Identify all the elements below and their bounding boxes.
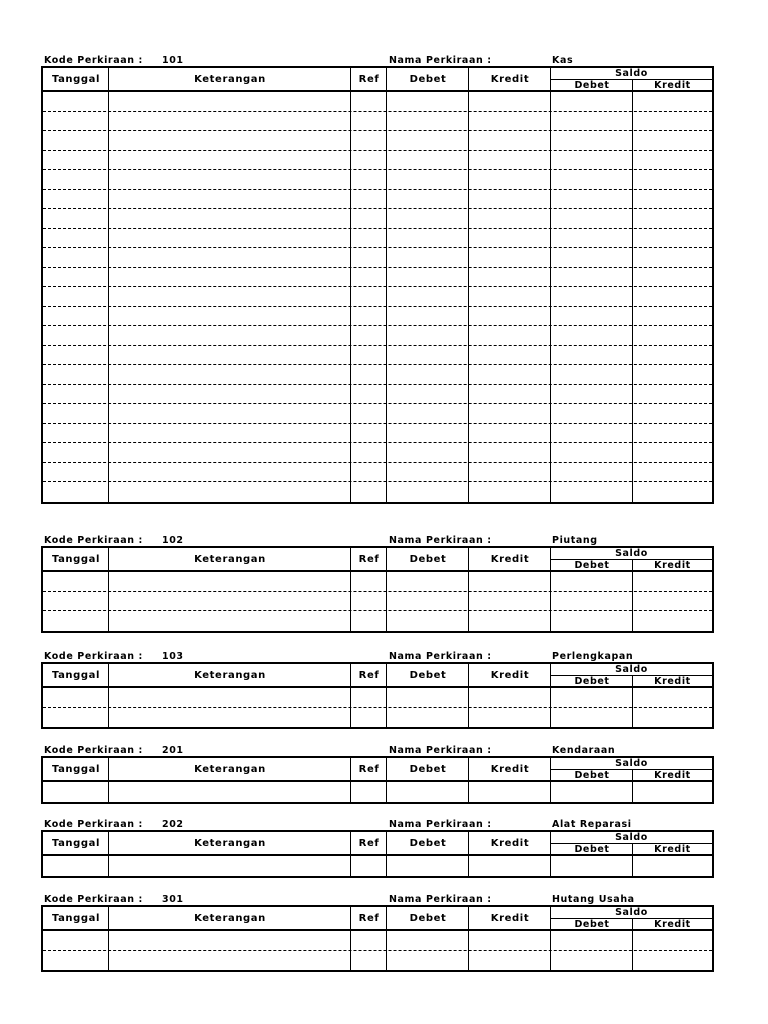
- column-divider: [350, 758, 351, 780]
- column-divider: [632, 856, 633, 876]
- column-header-ref: Ref: [358, 763, 380, 775]
- column-divider: [468, 907, 469, 929]
- table-row[interactable]: [43, 365, 712, 385]
- column-divider: [468, 664, 469, 686]
- column-header-tanggal: Tanggal: [51, 912, 101, 924]
- ledger-table: [41, 662, 714, 729]
- table-row[interactable]: [43, 404, 712, 424]
- column-divider: [550, 688, 551, 727]
- table-header-row: [43, 832, 712, 856]
- column-header-ref: Ref: [358, 837, 380, 849]
- column-header-kredit: Kredit: [490, 912, 530, 924]
- table-row[interactable]: [43, 131, 712, 151]
- table-header-row: [43, 664, 712, 688]
- table-row[interactable]: [43, 856, 712, 876]
- column-divider: [108, 907, 109, 929]
- column-header-keterangan: Keterangan: [194, 837, 266, 849]
- kode-value: 102: [162, 535, 184, 546]
- table-row[interactable]: [43, 112, 712, 132]
- column-divider: [108, 832, 109, 854]
- table-row[interactable]: [43, 190, 712, 210]
- nama-label: Nama Perkiraan :: [389, 55, 492, 66]
- nama-label: Nama Perkiraan :: [389, 745, 492, 756]
- column-divider: [550, 856, 551, 876]
- column-divider: [350, 856, 351, 876]
- column-divider: [350, 68, 351, 90]
- column-divider: [632, 675, 633, 686]
- column-divider: [550, 782, 551, 802]
- nama-value: Kas: [552, 55, 574, 66]
- table-body: [43, 931, 712, 970]
- column-divider: [350, 548, 351, 570]
- column-divider: [550, 664, 551, 686]
- table-row[interactable]: [43, 592, 712, 612]
- kode-value: 301: [162, 894, 184, 905]
- table-row[interactable]: [43, 482, 712, 502]
- column-header-tanggal: Tanggal: [51, 763, 101, 775]
- table-row[interactable]: [43, 268, 712, 288]
- column-divider: [350, 688, 351, 727]
- column-divider: [632, 769, 633, 780]
- kode-label: Kode Perkiraan :: [44, 819, 143, 830]
- table-row[interactable]: [43, 151, 712, 171]
- column-divider: [108, 664, 109, 686]
- column-divider: [468, 572, 469, 631]
- column-divider: [550, 931, 551, 970]
- column-header-saldo-debet: Debet: [551, 559, 633, 570]
- table-row[interactable]: [43, 688, 712, 708]
- column-divider: [550, 92, 551, 502]
- table-row[interactable]: [43, 287, 712, 307]
- column-divider: [108, 931, 109, 970]
- column-header-keterangan: Keterangan: [194, 73, 266, 85]
- table-header-row: [43, 68, 712, 92]
- column-divider: [386, 688, 387, 727]
- column-header-keterangan: Keterangan: [194, 553, 266, 565]
- column-divider: [386, 782, 387, 802]
- column-divider: [468, 688, 469, 727]
- table-row[interactable]: [43, 951, 712, 971]
- table-row[interactable]: [43, 209, 712, 229]
- column-divider: [108, 572, 109, 631]
- table-row[interactable]: [43, 572, 712, 592]
- nama-value: Piutang: [552, 535, 598, 546]
- kode-label: Kode Perkiraan :: [44, 55, 143, 66]
- column-divider: [550, 68, 551, 90]
- column-divider: [108, 758, 109, 780]
- nama-value: Perlengkapan: [552, 651, 634, 662]
- column-divider: [350, 572, 351, 631]
- ledger-table: [41, 830, 714, 878]
- column-header-saldo-debet: Debet: [551, 918, 633, 929]
- column-divider: [108, 548, 109, 570]
- table-row[interactable]: [43, 782, 712, 802]
- column-header-ref: Ref: [358, 669, 380, 681]
- column-header-debet: Debet: [409, 763, 447, 775]
- column-divider: [468, 758, 469, 780]
- table-header-row: [43, 907, 712, 931]
- column-header-saldo: Saldo: [615, 907, 648, 918]
- column-divider: [350, 664, 351, 686]
- column-header-keterangan: Keterangan: [194, 763, 266, 775]
- column-divider: [108, 856, 109, 876]
- column-divider: [350, 92, 351, 502]
- table-row[interactable]: [43, 424, 712, 444]
- table-body: [43, 856, 712, 876]
- column-header-saldo: Saldo: [615, 664, 648, 675]
- nama-label: Nama Perkiraan :: [389, 535, 492, 546]
- column-divider: [386, 68, 387, 90]
- column-divider: [550, 832, 551, 854]
- column-divider: [350, 931, 351, 970]
- column-header-saldo-kredit: Kredit: [633, 79, 712, 90]
- column-divider: [632, 843, 633, 854]
- column-divider: [468, 856, 469, 876]
- kode-label: Kode Perkiraan :: [44, 745, 143, 756]
- column-header-ref: Ref: [358, 73, 380, 85]
- column-divider: [632, 572, 633, 631]
- column-divider: [632, 931, 633, 970]
- column-divider: [108, 782, 109, 802]
- column-header-saldo: Saldo: [615, 68, 648, 79]
- column-header-debet: Debet: [409, 73, 447, 85]
- column-header-kredit: Kredit: [490, 837, 530, 849]
- column-divider: [386, 572, 387, 631]
- nama-label: Nama Perkiraan :: [389, 894, 492, 905]
- column-divider: [468, 931, 469, 970]
- table-row[interactable]: [43, 385, 712, 405]
- column-header-saldo: Saldo: [615, 548, 648, 559]
- ledger-table: [41, 546, 714, 633]
- table-row[interactable]: [43, 229, 712, 249]
- nama-label: Nama Perkiraan :: [389, 651, 492, 662]
- column-divider: [632, 688, 633, 727]
- kode-value: 103: [162, 651, 184, 662]
- column-divider: [550, 907, 551, 929]
- table-row[interactable]: [43, 708, 712, 728]
- column-divider: [386, 92, 387, 502]
- kode-label: Kode Perkiraan :: [44, 535, 143, 546]
- column-header-saldo-kredit: Kredit: [633, 918, 712, 929]
- column-header-tanggal: Tanggal: [51, 553, 101, 565]
- column-header-debet: Debet: [409, 912, 447, 924]
- kode-label: Kode Perkiraan :: [44, 894, 143, 905]
- column-header-kredit: Kredit: [490, 669, 530, 681]
- column-divider: [632, 559, 633, 570]
- column-divider: [468, 68, 469, 90]
- column-divider: [468, 92, 469, 502]
- nama-value: Hutang Usaha: [552, 894, 635, 905]
- column-divider: [632, 782, 633, 802]
- nama-value: Kendaraan: [552, 745, 616, 756]
- column-header-keterangan: Keterangan: [194, 669, 266, 681]
- column-divider: [386, 832, 387, 854]
- table-row[interactable]: [43, 346, 712, 366]
- column-divider: [108, 92, 109, 502]
- table-row[interactable]: [43, 170, 712, 190]
- column-header-saldo-kredit: Kredit: [633, 559, 712, 570]
- column-divider: [350, 832, 351, 854]
- column-header-kredit: Kredit: [490, 73, 530, 85]
- column-divider: [386, 856, 387, 876]
- column-header-debet: Debet: [409, 837, 447, 849]
- column-header-saldo-debet: Debet: [551, 79, 633, 90]
- table-header-row: [43, 548, 712, 572]
- column-header-debet: Debet: [409, 669, 447, 681]
- column-header-saldo-debet: Debet: [551, 675, 633, 686]
- column-divider: [386, 931, 387, 970]
- ledger-table: [41, 66, 714, 504]
- kode-value: 201: [162, 745, 184, 756]
- kode-label: Kode Perkiraan :: [44, 651, 143, 662]
- column-header-ref: Ref: [358, 553, 380, 565]
- column-divider: [386, 548, 387, 570]
- column-divider: [468, 548, 469, 570]
- column-divider: [550, 548, 551, 570]
- ledger-table: [41, 756, 714, 804]
- column-header-saldo: Saldo: [615, 832, 648, 843]
- column-header-kredit: Kredit: [490, 553, 530, 565]
- column-header-keterangan: Keterangan: [194, 912, 266, 924]
- nama-label: Nama Perkiraan :: [389, 819, 492, 830]
- table-row[interactable]: [43, 611, 712, 631]
- column-header-debet: Debet: [409, 553, 447, 565]
- table-row[interactable]: [43, 443, 712, 463]
- column-divider: [468, 832, 469, 854]
- column-divider: [386, 907, 387, 929]
- column-divider: [386, 758, 387, 780]
- column-header-saldo-kredit: Kredit: [633, 843, 712, 854]
- column-divider: [632, 79, 633, 90]
- column-header-saldo: Saldo: [615, 758, 648, 769]
- column-header-saldo-debet: Debet: [551, 769, 633, 780]
- column-header-saldo-kredit: Kredit: [633, 769, 712, 780]
- table-header-row: [43, 758, 712, 782]
- kode-value: 101: [162, 55, 184, 66]
- column-header-saldo-kredit: Kredit: [633, 675, 712, 686]
- table-row[interactable]: [43, 92, 712, 112]
- column-header-tanggal: Tanggal: [51, 669, 101, 681]
- table-row[interactable]: [43, 931, 712, 951]
- column-divider: [350, 907, 351, 929]
- column-header-saldo-debet: Debet: [551, 843, 633, 854]
- table-row[interactable]: [43, 463, 712, 483]
- table-row[interactable]: [43, 307, 712, 327]
- table-body: [43, 782, 712, 802]
- table-body: [43, 688, 712, 727]
- ledger-table: [41, 905, 714, 972]
- column-divider: [108, 68, 109, 90]
- column-header-tanggal: Tanggal: [51, 837, 101, 849]
- nama-value: Alat Reparasi: [552, 819, 632, 830]
- column-divider: [350, 782, 351, 802]
- column-divider: [468, 782, 469, 802]
- column-header-tanggal: Tanggal: [51, 73, 101, 85]
- column-divider: [550, 572, 551, 631]
- column-header-kredit: Kredit: [490, 763, 530, 775]
- column-header-ref: Ref: [358, 912, 380, 924]
- column-divider: [386, 664, 387, 686]
- kode-value: 202: [162, 819, 184, 830]
- column-divider: [632, 918, 633, 929]
- column-divider: [550, 758, 551, 780]
- table-body: [43, 92, 712, 502]
- table-row[interactable]: [43, 326, 712, 346]
- table-row[interactable]: [43, 248, 712, 268]
- column-divider: [108, 688, 109, 727]
- table-body: [43, 572, 712, 631]
- column-divider: [632, 92, 633, 502]
